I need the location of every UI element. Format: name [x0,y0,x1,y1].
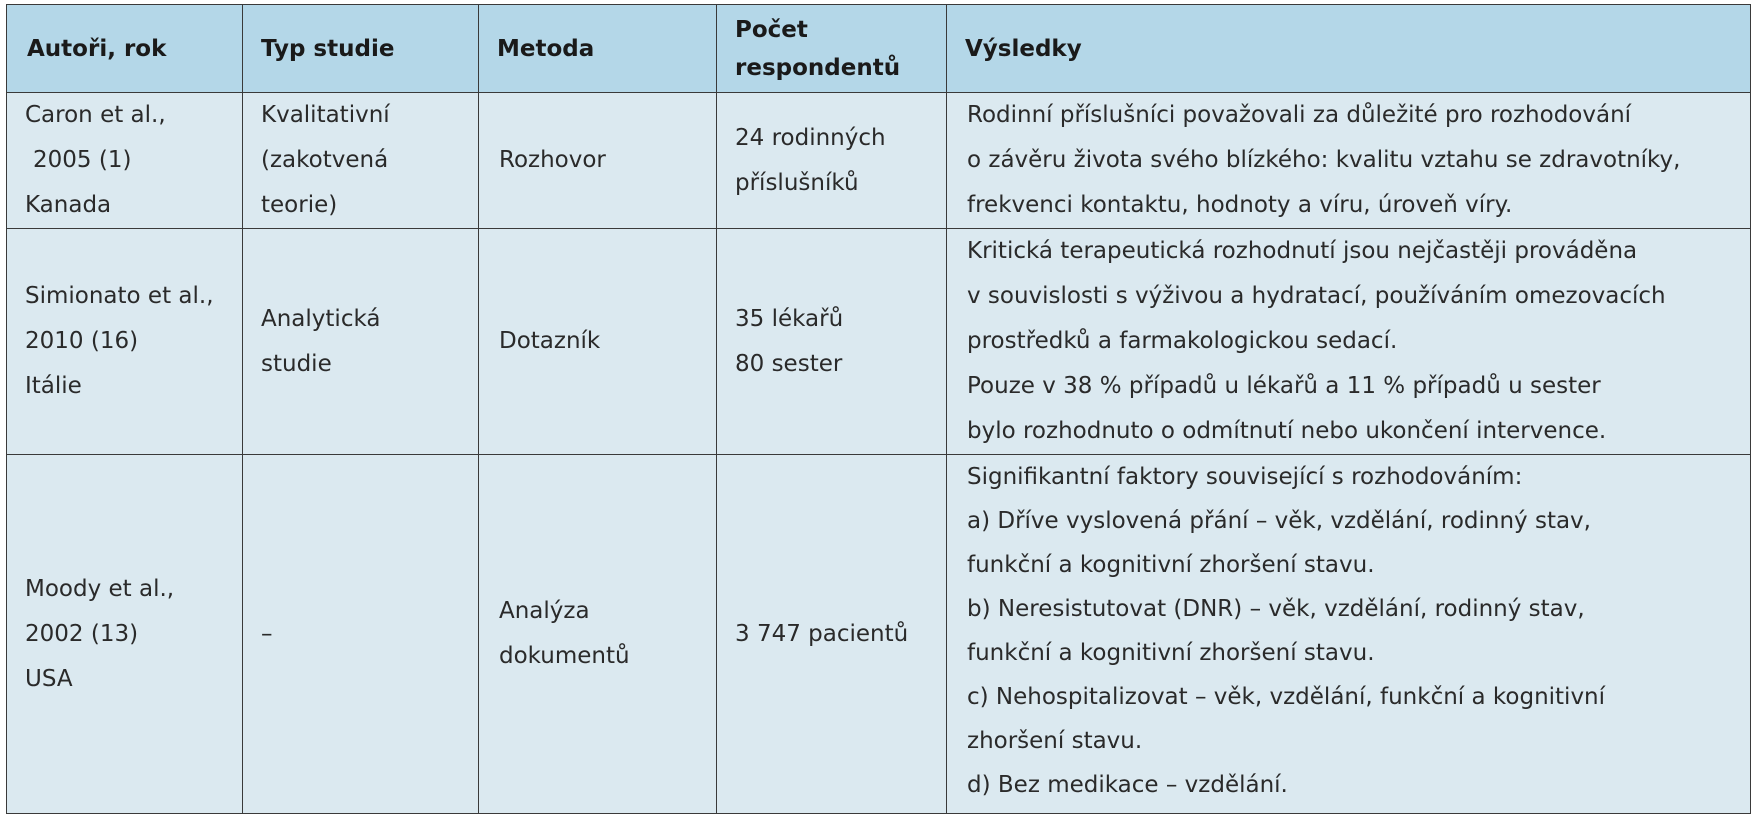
cell-line: studie [261,350,332,377]
header-results: Výsledky [947,5,1751,93]
cell-line: (zakotvená [261,147,389,173]
cell-line: Dotazník [499,328,601,354]
cell-line: Moody et al., [25,575,175,602]
header-method: Metoda [479,5,717,93]
cell-line: 2005 (1) [33,147,132,173]
cell-line: frekvenci kontaktu, hodnoty a víru, úroveň víry. [967,192,1513,218]
cell-study-type [243,455,479,814]
cell-line: 2010 (16) [25,328,139,354]
cell-authors [7,229,243,455]
cell-line: b) Neresistutovat (DNR) – věk, vzdělání, rodinný stav, [967,596,1585,622]
cell-method [479,455,717,814]
table-row [7,455,1751,814]
cell-line: Rodinní příslušníci považovali za důležité pro rozhodování [967,102,1632,128]
cell-line: a) Dříve vyslovená přání – věk, vzdělání, rodinný stav, [967,508,1591,534]
cell-results [947,93,1751,229]
cell-respondents [717,455,947,814]
cell-line: Signifikantní faktory související s rozhodováním: [967,464,1523,490]
cell-line: funkční a kognitivní zhoršení stavu. [967,552,1375,578]
cell-line: Kvalitativní [261,102,390,128]
cell-line: Simionato et al., [25,283,214,309]
cell-line: Itálie [25,373,82,399]
cell-respondents [717,93,947,229]
cell-line: d) Bez medikace – vzdělání. [967,772,1288,798]
table-row [7,229,1751,455]
cell-line: bylo rozhodnuto o odmítnutí nebo ukončení intervence. [967,418,1607,444]
cell-line: funkční a kognitivní zhoršení stavu. [967,640,1375,666]
cell-authors [7,455,243,814]
cell-line: teorie) [261,192,338,218]
cell-method [479,229,717,455]
header-row [7,5,1751,93]
header-respondents [717,5,947,93]
cell-line: Rozhovor [499,147,606,173]
cell-line: dokumentů [499,643,630,669]
cell-respondents [717,229,947,455]
cell-line: 80 sester [735,350,843,377]
cell-study-type [243,93,479,229]
cell-method [479,93,717,229]
header-authors: Autoři, rok [7,5,243,93]
cell-line: zhoršení stavu. [967,728,1143,754]
cell-line: Analytická [261,305,381,332]
cell-line: – [261,620,273,647]
cell-results [947,229,1751,455]
header-respondents-line: respondentů [735,54,901,81]
cell-line: Caron et al., [25,102,166,128]
header-respondents-line: Počet [735,16,808,43]
cell-line: Kanada [25,192,112,218]
cell-line: 24 rodinných [735,124,886,151]
table-row [7,93,1751,229]
header-study-type: Typ studie [243,5,479,93]
cell-line: 3 747 pacientů [735,620,909,647]
study-table [6,4,1751,814]
cell-results [947,455,1751,814]
cell-line: 2002 (13) [25,620,139,647]
cell-line: USA [25,665,73,692]
cell-line: prostředků a farmakologickou sedací. [967,328,1398,354]
cell-study-type [243,229,479,455]
cell-line: o závěru života svého blízkého: kvalitu vztahu se zdravotníky, [967,147,1681,173]
cell-line: 35 lékařů [735,305,844,332]
cell-line: Kritická terapeutická rozhodnutí jsou nejčastěji prováděna [967,238,1638,264]
cell-authors [7,93,243,229]
cell-line: c) Nehospitalizovat – věk, vzdělání, funkční a kognitivní [967,684,1606,710]
cell-line: příslušníků [735,169,859,196]
cell-line: v souvislosti s výživou a hydratací, používáním omezovacích [967,283,1666,309]
cell-line: Analýza [499,598,590,624]
cell-line: Pouze v 38 % případů u lékařů a 11 % případů u sester [967,373,1601,399]
